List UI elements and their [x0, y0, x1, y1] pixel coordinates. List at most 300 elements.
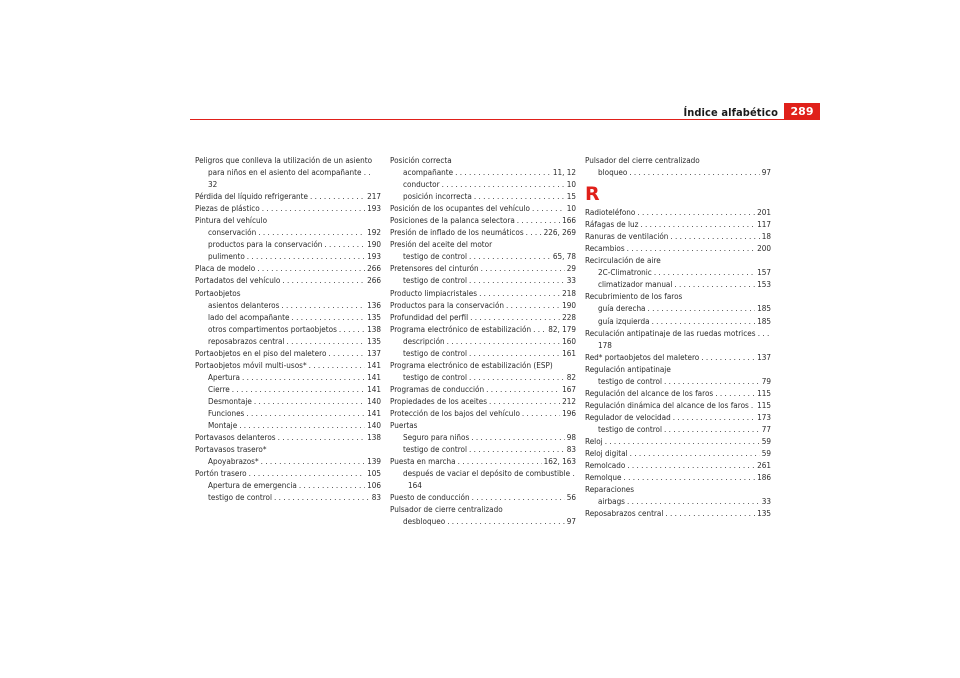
entry-term: productos para la conservación: [208, 239, 323, 250]
index-entry: [208, 250, 381, 262]
entry-page-ref: 190: [562, 299, 576, 310]
entry-term: Puesta en marcha: [390, 456, 456, 467]
dot-leader: [664, 423, 760, 435]
entry-page-ref: 136: [367, 299, 381, 310]
entry-term: guía izquierda: [598, 315, 650, 326]
entry-page-ref: 192: [367, 227, 381, 238]
dot-leader: [674, 278, 755, 290]
entry-page-ref: 196: [562, 407, 576, 418]
index-entry: [390, 154, 576, 166]
index-entry: [208, 479, 381, 491]
index-entry: [195, 359, 381, 371]
index-entry: [598, 302, 771, 314]
entry-term: Presión del aceite del motor: [390, 239, 493, 250]
dot-leader: [605, 435, 760, 447]
entry-term: Recambios: [585, 243, 625, 254]
index-entry: [195, 190, 381, 202]
dot-leader: [715, 387, 755, 399]
entry-term: Montaje: [208, 420, 238, 431]
entry-term: testigo de control: [403, 275, 468, 286]
entry-term: testigo de control: [403, 251, 468, 262]
entry-term: Recubrimiento de los faros: [585, 291, 683, 302]
entry-page-ref: 59: [761, 448, 771, 459]
entry-page-ref: 138: [367, 432, 381, 443]
dot-leader: [299, 479, 365, 491]
dot-leader: [458, 455, 542, 467]
entry-page-ref: 115: [757, 387, 771, 398]
entry-term: airbags: [598, 496, 625, 507]
index-letter-heading: R: [585, 183, 600, 206]
index-entry: [208, 238, 381, 250]
index-entry: [390, 202, 576, 214]
index-entry: [585, 447, 771, 459]
entry-page-ref: 97: [566, 516, 576, 527]
dot-leader: [242, 371, 365, 383]
dot-leader: [664, 375, 760, 387]
index-entry: [403, 335, 576, 347]
entry-page-ref: 83: [566, 444, 576, 455]
index-entry: [390, 311, 576, 323]
dot-leader: [328, 347, 365, 359]
dot-leader: [474, 190, 565, 202]
entry-page-ref: 11, 12: [552, 167, 576, 178]
dot-leader: [627, 242, 755, 254]
page-number-badge: 289: [784, 103, 820, 120]
dot-leader: [522, 407, 560, 419]
entry-term: Portavasos trasero*: [195, 444, 267, 455]
entry-term: Puesto de conducción: [390, 492, 470, 503]
entry-term: Reloj digital: [585, 448, 628, 459]
entry-page-ref: 190: [367, 239, 381, 250]
entry-term: descripción: [403, 335, 445, 346]
dot-leader: [442, 178, 565, 190]
entry-term: Ranuras de ventilación: [585, 231, 669, 242]
entry-term: Red* portaobjetos del maletero: [585, 351, 700, 362]
entry-page-ref: 193: [367, 203, 381, 214]
entry-term: Productos para la conservación: [390, 299, 505, 310]
index-entry: [390, 238, 576, 250]
entry-term: Apertura: [208, 371, 240, 382]
dot-leader: [665, 507, 755, 519]
index-entry: [390, 467, 576, 491]
index-entry: [403, 274, 576, 286]
dot-leader: [324, 238, 365, 250]
dot-leader: [532, 202, 565, 214]
dot-leader: [533, 323, 546, 335]
header-rule: [190, 119, 820, 120]
index-entry: [585, 206, 771, 218]
entry-term: Placa de modelo: [195, 263, 256, 274]
index-column-3: [585, 154, 771, 519]
dot-leader: [278, 431, 366, 443]
entry-term: Seguro para niños: [403, 432, 470, 443]
entry-page-ref: 29: [566, 263, 576, 274]
entry-continuation: 164: [408, 480, 422, 491]
dot-leader: [627, 495, 760, 507]
entry-term: reposabrazos central: [208, 335, 285, 346]
entry-term: testigo de control: [403, 371, 468, 382]
entry-term: Regulación del alcance de los faros: [585, 387, 714, 398]
entry-page-ref: 82: [566, 371, 576, 382]
index-entry: [390, 214, 576, 226]
index-entry: [598, 315, 771, 327]
entry-page-ref: 77: [761, 423, 771, 434]
index-entry: [598, 423, 771, 435]
entry-term: Remolcado: [585, 460, 626, 471]
index-entry: [585, 254, 771, 266]
index-entry: [208, 311, 381, 323]
index-entry: [208, 455, 381, 467]
entry-page-ref: 135: [757, 508, 771, 519]
entry-term: Reculación antipatinaje de las ruedas motrices . . .: [585, 327, 770, 338]
dot-leader: [247, 250, 365, 262]
entry-term: asientos delanteros: [208, 299, 280, 310]
entry-page-ref: 10: [566, 203, 576, 214]
dot-leader: [470, 311, 560, 323]
index-entry: [598, 166, 771, 178]
entry-term: lado del acompañante: [208, 311, 290, 322]
entry-continuation: 178: [598, 339, 612, 350]
dot-leader: [287, 335, 366, 347]
dot-leader: [309, 359, 365, 371]
index-entry: [208, 491, 381, 503]
entry-term: Pulsador de cierre centralizado: [390, 504, 503, 515]
index-entry: [390, 299, 576, 311]
entry-page-ref: 115: [757, 399, 771, 410]
entry-page-ref: 185: [757, 315, 771, 326]
entry-term: Desmontaje: [208, 395, 252, 406]
dot-leader: [282, 274, 365, 286]
entry-term: Pérdida del líquido refrigerante: [195, 191, 308, 202]
dot-leader: [246, 407, 365, 419]
index-entry: [585, 351, 771, 363]
entry-term: Protección de los bajos del vehículo: [390, 407, 520, 418]
index-entry: [195, 431, 381, 443]
dot-leader: [469, 347, 560, 359]
dot-leader: [447, 515, 565, 527]
entry-page-ref: 200: [757, 243, 771, 254]
entry-term: testigo de control: [403, 444, 468, 455]
entry-page-ref: 139: [367, 456, 381, 467]
entry-term: Portavasos delanteros: [195, 432, 276, 443]
entry-term: Funciones: [208, 407, 245, 418]
entry-page-ref: 33: [761, 496, 771, 507]
entry-page-ref: 79: [761, 375, 771, 386]
entry-term: Reloj: [585, 435, 603, 446]
dot-leader: [469, 371, 565, 383]
index-entry: [208, 371, 381, 383]
entry-term: Profundidad del perfil: [390, 311, 469, 322]
entry-page-ref: 56: [566, 492, 576, 503]
index-entry: [390, 395, 576, 407]
dot-leader: [262, 202, 365, 214]
index-entry: [585, 435, 771, 447]
entry-term: Pretensores del cinturón: [390, 263, 479, 274]
entry-term: posición incorrecta: [403, 191, 472, 202]
entry-page-ref: 33: [566, 275, 576, 286]
dot-leader: [339, 323, 365, 335]
dot-leader: [249, 467, 365, 479]
entry-term: Regulación antipatinaje: [585, 363, 671, 374]
index-entry: [208, 395, 381, 407]
page-title: Índice alfabético: [683, 106, 778, 119]
dot-leader: [751, 399, 755, 411]
entry-page-ref: 167: [562, 383, 576, 394]
index-entry: [403, 250, 576, 262]
entry-page-ref: 105: [367, 468, 381, 479]
index-entry: [208, 299, 381, 311]
dot-leader: [623, 471, 755, 483]
index-entry: [208, 383, 381, 395]
entry-term: Portaobjetos: [195, 287, 241, 298]
index-entry: [390, 287, 576, 299]
index-column-2: [390, 154, 576, 527]
entry-term: Peligros que conlleva la utilización de un asiento: [195, 155, 373, 165]
entry-term: testigo de control: [598, 375, 663, 386]
dot-leader: [291, 311, 365, 323]
entry-term: testigo de control: [598, 423, 663, 434]
entry-term: Propiedades de los aceites: [390, 395, 488, 406]
entry-page-ref: 186: [757, 472, 771, 483]
index-entry: [585, 411, 771, 423]
entry-page-ref: 106: [367, 480, 381, 491]
entry-page-ref: 185: [757, 303, 771, 314]
dot-leader: [258, 226, 365, 238]
index-entry: [195, 202, 381, 214]
entry-term: Apertura de emergencia: [208, 480, 297, 491]
entry-term: Cierre: [208, 383, 230, 394]
entry-term: guía derecha: [598, 303, 646, 314]
entry-term: conservación: [208, 227, 257, 238]
index-entry: [208, 335, 381, 347]
index-entry: [390, 226, 576, 238]
dot-leader: [481, 262, 565, 274]
entry-page-ref: 18: [761, 231, 771, 242]
index-entry: [403, 347, 576, 359]
dot-leader: [486, 383, 560, 395]
index-entry: [403, 443, 576, 455]
index-entry: [208, 226, 381, 238]
entry-page-ref: 201: [757, 207, 771, 218]
entry-term: después de vaciar el depósito de combustible .: [403, 468, 575, 479]
entry-term: otros compartimentos portaobjetos: [208, 323, 337, 334]
index-entry: [403, 190, 576, 202]
dot-leader: [506, 299, 560, 311]
index-entry: [585, 290, 771, 302]
entry-page-ref: 141: [367, 359, 381, 370]
index-entry: [585, 230, 771, 242]
index-column-1: [195, 154, 381, 503]
entry-term: Remolque: [585, 472, 622, 483]
entry-page-ref: 153: [757, 279, 771, 290]
dot-leader: [447, 335, 560, 347]
entry-page-ref: 117: [757, 219, 771, 230]
entry-term: Portaobjetos en el piso del maletero: [195, 347, 327, 358]
entry-page-ref: 193: [367, 251, 381, 262]
entry-page-ref: 212: [562, 395, 576, 406]
entry-term: Piezas de plástico: [195, 203, 260, 214]
entry-continuation: para niños en el asiento del acompañante . . 32: [208, 167, 371, 190]
index-entry: [585, 218, 771, 230]
index-entry: [390, 407, 576, 419]
dot-leader: [629, 166, 759, 178]
entry-page-ref: 266: [367, 275, 381, 286]
dot-leader: [489, 395, 560, 407]
entry-term: Regulador de velocidad: [585, 411, 671, 422]
index-entry: [585, 459, 771, 471]
entry-page-ref: 173: [757, 411, 771, 422]
entry-page-ref: 218: [562, 287, 576, 298]
dot-leader: [637, 206, 755, 218]
entry-term: conductor: [403, 179, 440, 190]
entry-term: Presión de inflado de los neumáticos: [390, 227, 524, 238]
index-entry: [598, 495, 771, 507]
index-entry: [585, 154, 771, 166]
index-entry: [195, 443, 381, 455]
entry-term: Programa electrónico de estabilización: [390, 323, 532, 334]
entry-term: Posición correcta: [390, 155, 452, 165]
index-entry: [195, 262, 381, 274]
dot-leader: [274, 491, 370, 503]
dot-leader: [627, 459, 755, 471]
index-entry: [585, 387, 771, 399]
entry-page-ref: 15: [566, 191, 576, 202]
index-entry: [585, 363, 771, 375]
index-entry: [390, 455, 576, 467]
dot-leader: [254, 395, 365, 407]
entry-term: testigo de control: [208, 492, 273, 503]
dot-leader: [261, 455, 365, 467]
dot-leader: [472, 491, 565, 503]
dot-leader: [640, 218, 755, 230]
dot-leader: [648, 302, 756, 314]
entry-term: Pulsador del cierre centralizado: [585, 155, 700, 165]
dot-leader: [239, 419, 365, 431]
entry-term: Portón trasero: [195, 468, 247, 479]
index-entry: [390, 262, 576, 274]
entry-term: Radioteléfono: [585, 207, 636, 218]
dot-leader: [469, 443, 565, 455]
index-entry: [208, 419, 381, 431]
index-entry: [208, 323, 381, 335]
index-entry: [390, 359, 576, 371]
entry-page-ref: 228: [562, 311, 576, 322]
entry-page-ref: 10: [566, 179, 576, 190]
entry-page-ref: 160: [562, 335, 576, 346]
index-entry: [585, 483, 771, 495]
entry-page-ref: 97: [761, 167, 771, 178]
entry-page-ref: 135: [367, 335, 381, 346]
entry-page-ref: 82, 179: [548, 323, 576, 334]
dot-leader: [652, 315, 756, 327]
index-entry: [585, 471, 771, 483]
entry-page-ref: 140: [367, 420, 381, 431]
entry-term: desbloqueo: [403, 516, 446, 527]
entry-page-ref: 65, 78: [552, 251, 576, 262]
entry-term: Posición de los ocupantes del vehículo: [390, 203, 530, 214]
entry-page-ref: 98: [566, 432, 576, 443]
entry-term: Pintura del vehículo: [195, 215, 268, 226]
entry-term: 2C-Climatronic: [598, 267, 652, 278]
index-entry: [208, 407, 381, 419]
entry-page-ref: 141: [367, 371, 381, 382]
entry-term: Ráfagas de luz: [585, 219, 639, 230]
index-entry: [195, 274, 381, 286]
entry-term: pulimento: [208, 251, 245, 262]
entry-term: Reposabrazos central: [585, 508, 664, 519]
index-entry: [390, 491, 576, 503]
entry-page-ref: 141: [367, 383, 381, 394]
entry-page-ref: 266: [367, 263, 381, 274]
dot-leader: [310, 190, 365, 202]
dot-leader: [673, 411, 755, 423]
dot-leader: [654, 266, 755, 278]
entry-term: Producto limpiacristales: [390, 287, 478, 298]
dot-leader: [517, 214, 560, 226]
index-entry: [585, 399, 771, 411]
entry-term: acompañante: [403, 167, 454, 178]
index-entry: [195, 214, 381, 226]
entry-page-ref: 135: [367, 311, 381, 322]
index-entry: [195, 347, 381, 359]
entry-page-ref: 166: [562, 215, 576, 226]
entry-page-ref: 83: [371, 492, 381, 503]
dot-leader: [232, 383, 365, 395]
dot-leader: [469, 274, 565, 286]
index-entry: [585, 242, 771, 254]
index-entry: [598, 266, 771, 278]
index-entry: [403, 515, 576, 527]
dot-leader: [701, 351, 755, 363]
entry-term: Portaobjetos móvil multi-usos*: [195, 359, 307, 370]
entry-page-ref: 161: [562, 347, 576, 358]
entry-term: Reparaciones: [585, 484, 635, 495]
entry-page-ref: 226, 269: [543, 227, 576, 238]
index-entry: [403, 166, 576, 178]
index-entry: [390, 503, 576, 515]
dot-leader: [455, 166, 551, 178]
index-entry: [598, 278, 771, 290]
index-entry: [390, 383, 576, 395]
index-entry: [598, 375, 771, 387]
dot-leader: [257, 262, 365, 274]
index-entry: [390, 323, 576, 335]
index-entry: [403, 178, 576, 190]
entry-page-ref: 162, 163: [543, 456, 576, 467]
entry-term: bloqueo: [598, 167, 628, 178]
index-entry: [585, 327, 771, 351]
entry-term: Posiciones de la palanca selectora: [390, 215, 515, 226]
dot-leader: [630, 447, 760, 459]
entry-term: Recirculación de aire: [585, 255, 661, 266]
entry-term: climatizador manual: [598, 279, 673, 290]
entry-term: Apoyabrazos*: [208, 456, 259, 467]
entry-page-ref: 138: [367, 323, 381, 334]
dot-leader: [479, 287, 560, 299]
entry-page-ref: 261: [757, 460, 771, 471]
entry-page-ref: 137: [757, 351, 771, 362]
entry-term: Regulación dinámica del alcance de los faros: [585, 399, 749, 410]
entry-page-ref: 217: [367, 191, 381, 202]
entry-page-ref: 137: [367, 347, 381, 358]
dot-leader: [526, 226, 542, 238]
index-entry: [403, 371, 576, 383]
dot-leader: [281, 299, 365, 311]
entry-page-ref: 140: [367, 395, 381, 406]
entry-term: Programas de conducción: [390, 383, 485, 394]
entry-term: Programa electrónico de estabilización (ESP): [390, 359, 553, 370]
index-entry: [195, 154, 381, 190]
